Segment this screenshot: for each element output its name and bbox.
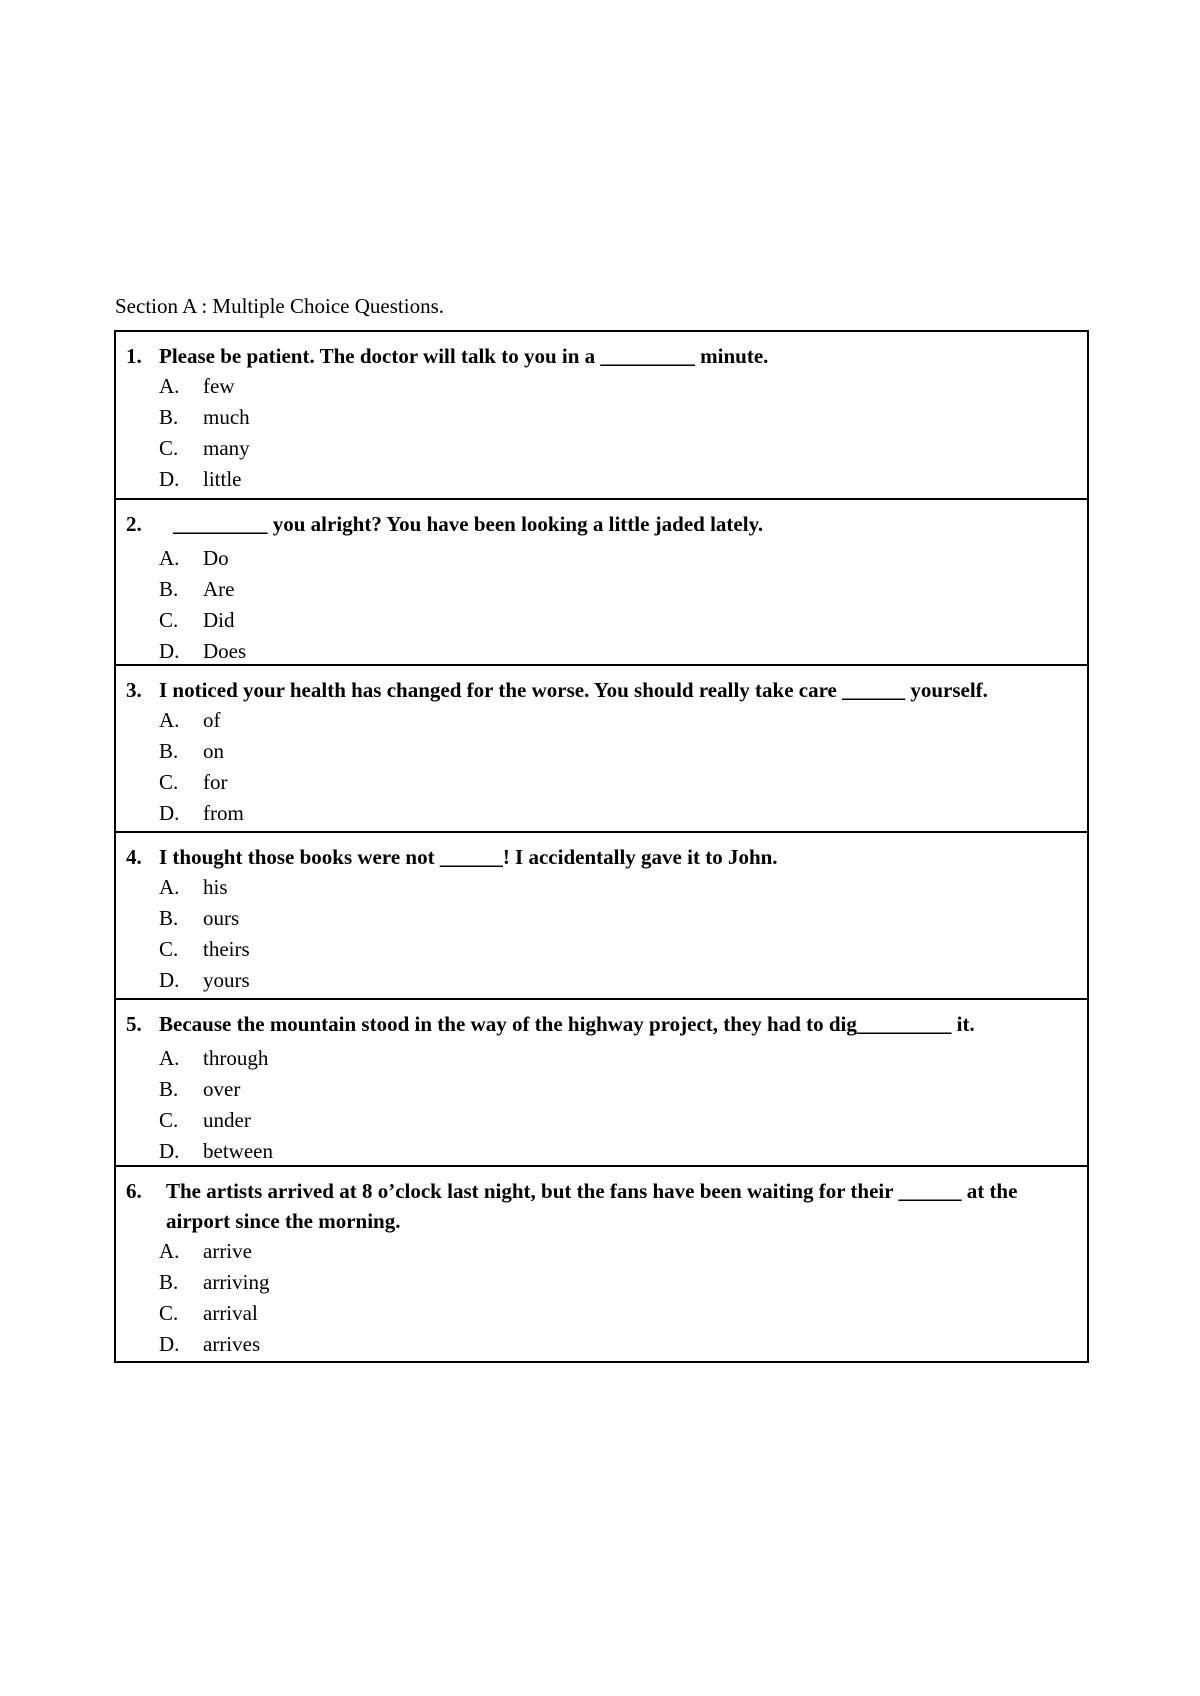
- option-letter: C.: [159, 770, 179, 794]
- option-letter: C.: [159, 937, 179, 961]
- option-text: his: [203, 875, 228, 899]
- question-text: The artists arrived at 8 o’clock last night, but the fans have been waiting for their ______ at the airport since the morning.: [166, 1179, 1018, 1233]
- option-letter: D.: [159, 639, 180, 663]
- option-list: [159, 705, 1077, 829]
- option-letter: C.: [159, 1108, 179, 1132]
- option-text: ours: [203, 906, 240, 930]
- option-d[interactable]: [159, 798, 1077, 829]
- question-row: [126, 675, 1077, 705]
- option-letter: D.: [159, 1332, 180, 1356]
- option-b[interactable]: [159, 1074, 1077, 1105]
- option-text: much: [203, 405, 250, 429]
- question-number: 3.: [126, 678, 142, 702]
- option-b[interactable]: [159, 736, 1077, 767]
- question-number: 2.: [126, 512, 142, 536]
- option-text: theirs: [203, 937, 250, 961]
- question-6: [116, 1167, 1087, 1361]
- option-c[interactable]: [159, 433, 1077, 464]
- option-d[interactable]: [159, 1329, 1077, 1360]
- option-letter: B.: [159, 405, 179, 429]
- option-text: through: [203, 1046, 269, 1070]
- question-3: [116, 666, 1087, 833]
- option-b[interactable]: [159, 402, 1077, 433]
- option-a[interactable]: [159, 705, 1077, 736]
- option-text: Did: [203, 608, 235, 632]
- option-d[interactable]: [159, 1136, 1077, 1167]
- option-c[interactable]: [159, 767, 1077, 798]
- option-letter: A.: [159, 1239, 180, 1263]
- option-letter: A.: [159, 546, 180, 570]
- option-text: yours: [203, 968, 250, 992]
- question-text: _________ you alright? You have been looking a little jaded lately.: [173, 512, 764, 536]
- option-letter: B.: [159, 1270, 179, 1294]
- option-b[interactable]: [159, 574, 1077, 605]
- option-list: [159, 543, 1077, 667]
- option-a[interactable]: [159, 1236, 1077, 1267]
- option-c[interactable]: [159, 1298, 1077, 1329]
- option-letter: C.: [159, 608, 179, 632]
- option-c[interactable]: [159, 1105, 1077, 1136]
- option-a[interactable]: [159, 543, 1077, 574]
- question-number: 1.: [126, 344, 142, 368]
- question-row: [126, 509, 1077, 539]
- option-a[interactable]: [159, 872, 1077, 903]
- option-d[interactable]: [159, 464, 1077, 495]
- option-list: [159, 1043, 1077, 1167]
- option-text: under: [203, 1108, 251, 1132]
- option-text: for: [203, 770, 228, 794]
- option-text: arriving: [203, 1270, 270, 1294]
- section-title: Section A : Multiple Choice Questions.: [115, 294, 444, 318]
- option-text: Are: [203, 577, 235, 601]
- option-c[interactable]: [159, 934, 1077, 965]
- question-5: [116, 1000, 1087, 1167]
- option-letter: D.: [159, 968, 180, 992]
- option-letter: B.: [159, 1077, 179, 1101]
- question-text: Because the mountain stood in the way of the highway project, they had to dig_________ it.: [159, 1012, 975, 1036]
- option-letter: B.: [159, 739, 179, 763]
- question-1: [116, 332, 1087, 500]
- option-list: [159, 1236, 1077, 1360]
- option-text: arrival: [203, 1301, 258, 1325]
- option-a[interactable]: [159, 1043, 1077, 1074]
- option-c[interactable]: [159, 605, 1077, 636]
- question-row: [126, 341, 1077, 371]
- question-number: 4.: [126, 845, 142, 869]
- option-letter: D.: [159, 1139, 180, 1163]
- question-text: Please be patient. The doctor will talk to you in a _________ minute.: [159, 344, 769, 368]
- option-d[interactable]: [159, 636, 1077, 667]
- question-row: [126, 1176, 1077, 1236]
- option-text: many: [203, 436, 250, 460]
- option-text: of: [203, 708, 221, 732]
- option-text: from: [203, 801, 244, 825]
- option-a[interactable]: [159, 371, 1077, 402]
- option-text: little: [203, 467, 242, 491]
- option-list: [159, 872, 1077, 996]
- option-b[interactable]: [159, 903, 1077, 934]
- question-number: 6.: [126, 1179, 142, 1203]
- option-text: arrive: [203, 1239, 252, 1263]
- option-letter: B.: [159, 906, 179, 930]
- option-b[interactable]: [159, 1267, 1077, 1298]
- option-list: [159, 371, 1077, 495]
- question-row: [126, 1009, 1077, 1039]
- option-letter: C.: [159, 436, 179, 460]
- option-text: arrives: [203, 1332, 261, 1356]
- option-text: on: [203, 739, 224, 763]
- question-table: [114, 330, 1089, 1363]
- question-number: 5.: [126, 1012, 142, 1036]
- option-letter: A.: [159, 708, 180, 732]
- option-text: Do: [203, 546, 229, 570]
- option-letter: A.: [159, 374, 180, 398]
- option-letter: C.: [159, 1301, 179, 1325]
- option-letter: D.: [159, 467, 180, 491]
- option-text: between: [203, 1139, 273, 1163]
- option-letter: B.: [159, 577, 179, 601]
- question-text: I thought those books were not ______! I accidentally gave it to John.: [159, 845, 778, 869]
- option-text: over: [203, 1077, 241, 1101]
- question-2: [116, 500, 1087, 666]
- option-letter: A.: [159, 875, 180, 899]
- question-row: [126, 842, 1077, 872]
- option-text: Does: [203, 639, 247, 663]
- option-text: few: [203, 374, 235, 398]
- option-letter: D.: [159, 801, 180, 825]
- option-letter: A.: [159, 1046, 180, 1070]
- question-text: I noticed your health has changed for the worse. You should really take care ______ yourself.: [159, 678, 988, 702]
- question-4: [116, 833, 1087, 1000]
- option-d[interactable]: [159, 965, 1077, 996]
